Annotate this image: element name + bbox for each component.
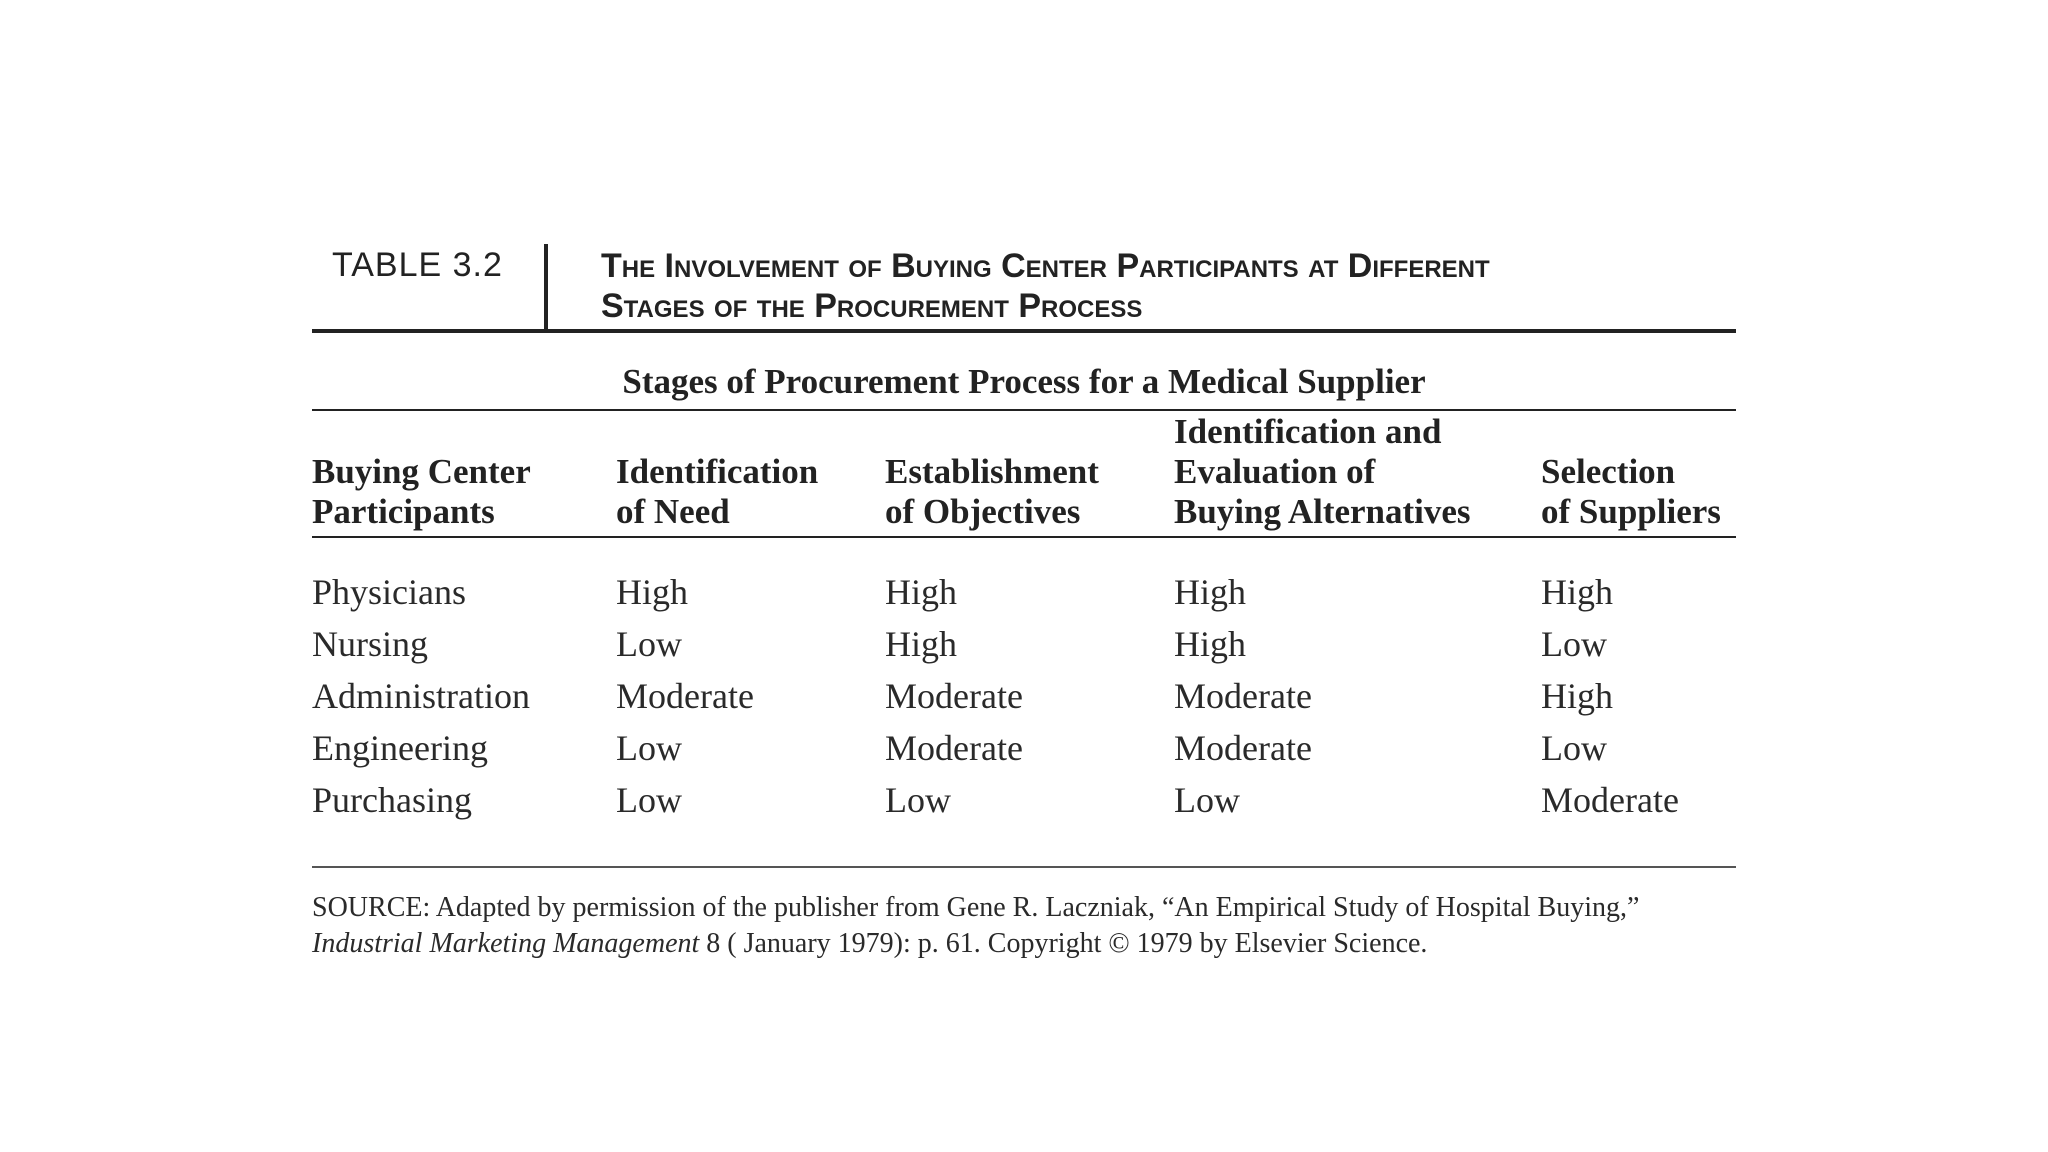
table-cell: Moderate [616,676,754,716]
column-header-evaluation-of-alternatives [1174,412,1471,532]
table-cell: Moderate [1541,780,1679,820]
source-line-2 [312,926,1742,962]
column-header-line: Buying Center [312,452,531,491]
source-journal-title: Industrial Marketing Management [312,928,700,959]
column-header-line: Participants [312,492,495,531]
column-header-line: Establishment [885,452,1099,491]
column-header-establishment-of-objectives [885,452,1099,532]
column-header-line: of Need [616,492,730,531]
column-header-line: Identification and [1174,412,1442,451]
column-header-participants [312,452,531,532]
table-cell: Low [1174,780,1240,820]
table-cell-participant: Nursing [312,624,428,664]
table-cell: High [885,572,957,612]
column-header-line: Evaluation of [1174,452,1376,491]
column-header-line: of Objectives [885,492,1081,531]
stages-rule [312,409,1736,411]
header-rule [312,536,1736,538]
table-cell: Moderate [1174,676,1312,716]
source-note [312,890,1742,962]
table-cell: Moderate [885,676,1023,716]
table-cell: Low [616,624,682,664]
title-divider [544,244,548,332]
footer-rule [312,866,1736,868]
table-cell: Moderate [885,728,1023,768]
column-header-line: Buying Alternatives [1174,492,1471,531]
table-cell: High [1541,572,1613,612]
title-rule [312,329,1736,333]
column-header-identification-of-need [616,452,818,532]
table-cell: High [1174,624,1246,664]
table-cell-participant: Physicians [312,572,467,612]
table-cell: Low [1541,624,1607,664]
table-cell: High [1174,572,1246,612]
table-cell: Low [616,728,682,768]
column-header-line: Selection [1541,452,1676,491]
table-cell: High [885,624,957,664]
table-cell: Low [885,780,951,820]
table-cell-participant: Purchasing [312,780,472,820]
table-title [601,246,1751,326]
source-line-1: SOURCE: Adapted by permission of the publisher from Gene R. Laczniak, “An Empirical Study of Hospital Buying,” [312,892,1640,923]
table-cell: Moderate [1174,728,1312,768]
table-title-line-1: The Involvement of Buying Center Participants at Different [601,247,1490,285]
table-cell: High [616,572,688,612]
column-header-line: Identification [616,452,819,491]
table-number-label: TABLE 3.2 [332,246,503,284]
table-cell: Low [1541,728,1607,768]
source-citation-rest: 8 ( January 1979): p. 61. Copyright © 1979 by Elsevier Science. [699,928,1428,959]
table-cell-participant: Administration [312,676,530,716]
column-header-line: of Suppliers [1541,492,1721,531]
column-header-selection-of-suppliers [1541,452,1721,532]
table-cell-participant: Engineering [312,728,488,768]
table-cell: High [1541,676,1613,716]
stages-heading: Stages of Procurement Process for a Medical Supplier [622,362,1426,401]
table-title-line-2: Stages of the Procurement Process [601,287,1143,325]
table-cell: Low [616,780,682,820]
